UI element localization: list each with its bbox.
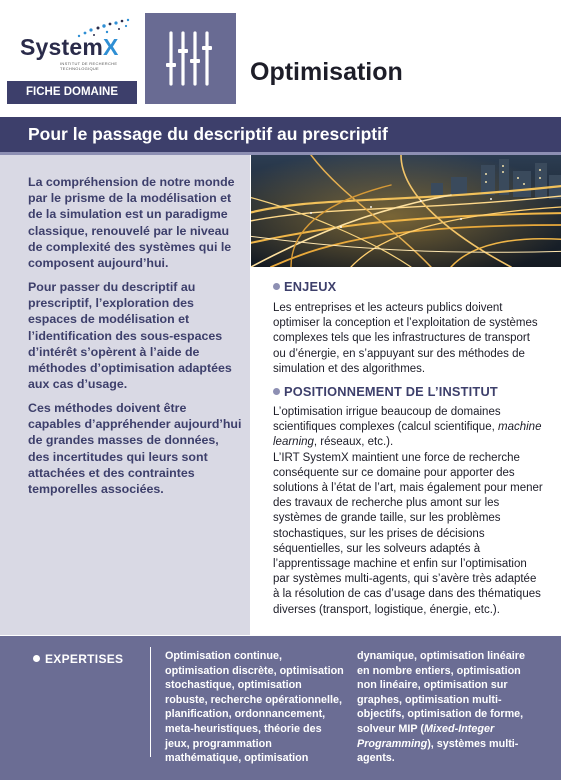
- page-title: Optimisation: [250, 58, 403, 86]
- subtitle-text: Pour le passage du descriptif au prescriptif: [28, 124, 388, 144]
- sliders-icon: [145, 13, 236, 104]
- enjeux-text: Les entreprises et les acteurs publics doivent optimiser la conception et l’exploitation de systèmes complexes tels que les infrastructures de transport ou d’énergie, en s’appuyant sur des méthodes de simulation et des algorithmes.: [273, 302, 538, 375]
- enjeux-heading: ENJEUX: [273, 279, 336, 294]
- expertises-divider: [150, 647, 151, 757]
- fiche-domaine-badge: FICHE DOMAINE: [7, 81, 137, 104]
- bullet-dot-icon: [273, 283, 280, 290]
- subtitle-band: [0, 117, 561, 152]
- expertises-column-2: dynamique, optimisation linéaire en nombre entiers, optimisation non linéaire, optimisation sur graphes, optimisation multi-objectifs, optimisation de forme, solveur MIP (Mixed-Integer Programming), systèmes multi-agents.: [357, 650, 525, 765]
- positionnement-heading: POSITIONNEMENT DE L’INSTITUT: [273, 384, 498, 399]
- intro-column: [0, 155, 250, 635]
- positionnement-text: L’optimisation irrigue beaucoup de domaines scientifiques complexes (calcul scientifique, machine learning, réseaux, etc.). L’IRT SystemX maintient une force de recherche conséquente sur ce domaine pour apporter des solutions à l’état de l’art, mais également pour mener des travaux de recherche plus amont sur les systèmes de grande taille, sur les problèmes stochastiques, sur les prises de décisions séquentielles, sur les solveurs adaptés à l’apprentissage machine et enfin sur l’optimisation par systèmes multi-agents, qui s’avère très adaptée à la résolution de cas d’usage dans des thématiques diverses (transport, logistique, énergie, etc.).: [273, 406, 543, 616]
- bullet-dot-icon: [33, 655, 40, 662]
- logo-wordmark: SystemX: [20, 34, 119, 60]
- intro-paragraph-3: Ces méthodes doivent être capables d’appréhender aujourd’hui de grandes masses de données, des incertitudes qui leurs sont attachées et des contraintes temporelles associées.: [28, 401, 242, 497]
- logo-subtitle: INSTITUT DE RECHERCHE TECHNOLOGIQUE: [60, 61, 118, 71]
- highway-interchange-photo: [251, 155, 561, 267]
- intro-paragraph-1: La compréhension de notre monde par le prisme de la modélisation et de la simulation est un paradigme classique, renouvelé par le niveau de complexité des systèmes qui le composent aujourd’hui.: [28, 175, 235, 271]
- bullet-dot-icon: [273, 388, 280, 395]
- expertises-heading: EXPERTISES: [33, 652, 123, 666]
- systemx-logo: [18, 14, 136, 78]
- expertises-column-1: Optimisation continue, optimisation discrète, optimisation stochastique, optimisation robuste, recherche opérationnelle, planification, ordonnancement, meta-heuristiques, théorie des jeux, programmation mathématique, optimisation: [165, 650, 344, 765]
- intro-paragraph-2: Pour passer du descriptif au prescriptif, l’exploration des espaces de modélisation et l’identification des sous-espaces d’intérêt s’opèrent à l’aide de méthodes d’optimisation adaptées aux cas d’usage.: [28, 280, 232, 392]
